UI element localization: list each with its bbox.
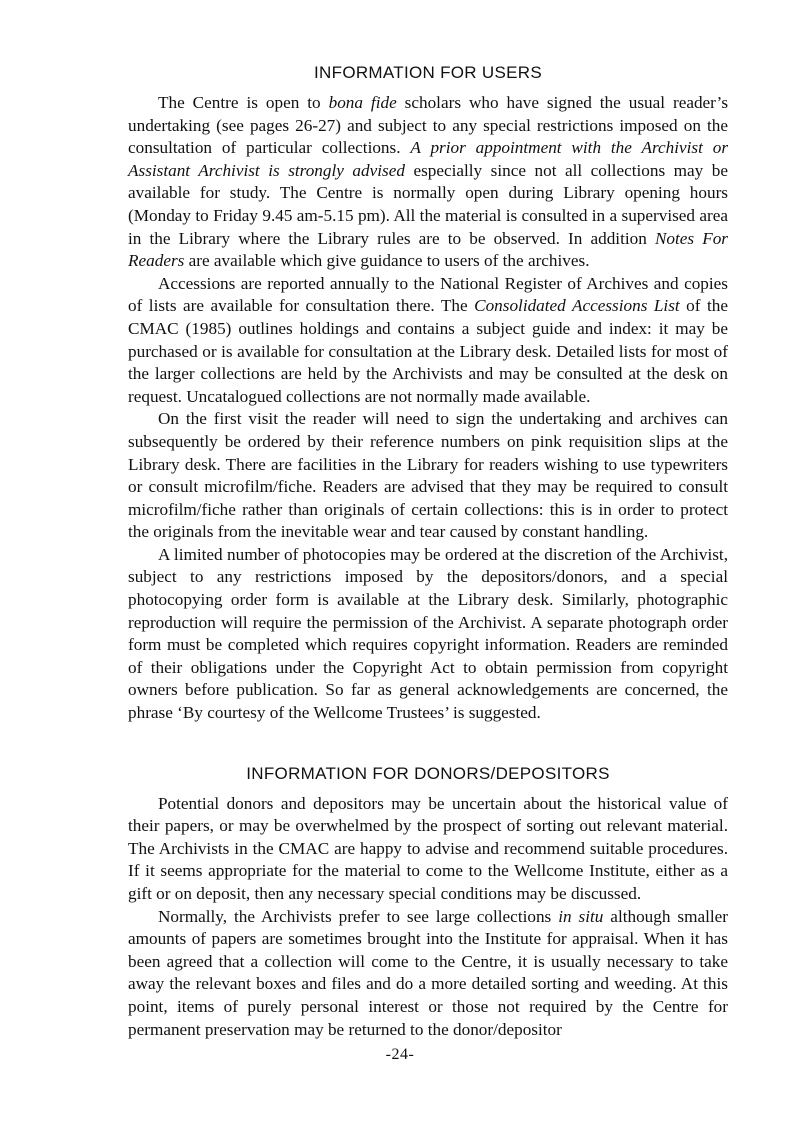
users-paragraph-2: Accessions are reported annually to the National Register of Archives and copies of lists are available for consultation there. The Consolidated Accessions List of the CMAC (1985) outlines holdings and contains a subject guide and index: it may be purchased or is available for consultation at the Library desk. Detailed lists for most of the larger collections are held by the Archivists and may be consulted at the desk on request. Uncatalogued collections are not normally made available. [128, 273, 728, 406]
page-number: -24- [385, 1046, 415, 1063]
users-section-heading: INFORMATION FOR USERS [314, 63, 542, 82]
donors-paragraph-1: Potential donors and depositors may be uncertain about the historical value of their papers, or may be overwhelmed by the prospect of sorting out relevant material. The Archivists in the CMAC are happy to advise and recommend suitable procedures. If it seems appropriate for the material to come to the Wellcome Institute, either as a gift or on deposit, then any necessary special conditions may be discussed. [128, 793, 728, 903]
donors-paragraph-2: Normally, the Archivists prefer to see large collections in situ although smaller amounts of papers are sometimes brought into the Institute for appraisal. When it has been agreed that a collection will come to the Centre, it is usually necessary to take away the relevant boxes and files and do a more detailed sorting and weeding. At this point, items of purely personal interest or those not required by the Centre for permanent preservation may be returned to the donor/depositor [128, 906, 728, 1039]
users-paragraph-4: A limited number of photocopies may be ordered at the discretion of the Archivist, subject to any restrictions imposed by the depositors/donors, and a special photocopying order form is available at the Library desk. Similarly, photographic reproduction will require the permission of the Archivist. A separate photograph order form must be completed which requires copyright information. Readers are reminded of their obligations under the Copyright Act to obtain permission from copyright owners before publication. So far as general acknowledgements are concerned, the phrase ‘By courtesy of the Wellcome Trustees’ is suggested. [128, 544, 728, 723]
users-paragraph-3: On the first visit the reader will need to sign the undertaking and archives can subsequently be ordered by their reference numbers on pink requisition slips at the Library desk. There are facilities in the Library for readers wishing to use typewriters or consult microfilm/fiche. Readers are advised that they may be required to consult microfilm/fiche rather than originals of certain collections: this is in order to protect the originals from the inevitable wear and tear caused by constant handling. [128, 409, 728, 542]
donors-section-heading: INFORMATION FOR DONORS/DEPOSITORS [246, 763, 610, 783]
users-paragraph-1: The Centre is open to bona fide scholars who have signed the usual reader’s undertaking (see pages 26-27) and subject to any special restrictions imposed on the consultation of particular collections. A prior appointment with the Archivist or Assistant Archivist is strongly advised especially since not all collections may be available for study. The Centre is normally open during Library opening hours (Monday to Friday 9.45 am-5.15 pm). All the material is consulted in a supervised area in the Library where the Library rules are to be observed. In addition Notes For Readers are available which give guidance to users of the archives. [128, 93, 729, 271]
document-page [128, 60, 728, 1041]
